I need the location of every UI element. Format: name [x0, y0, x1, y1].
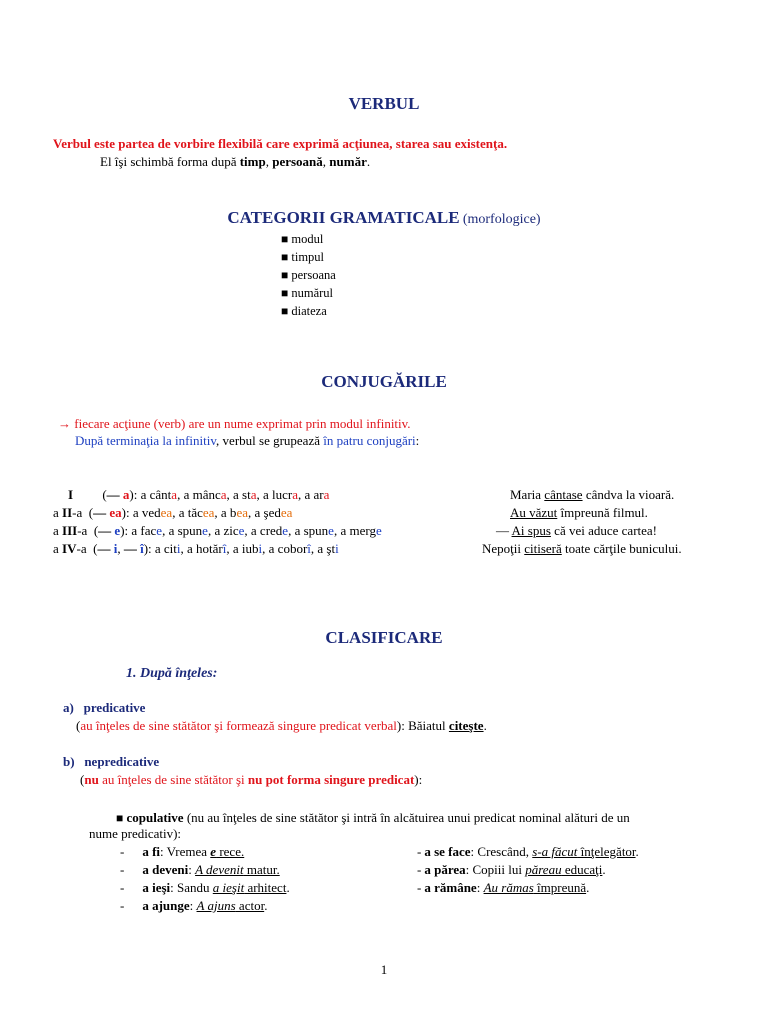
ending-close: ):	[143, 541, 152, 556]
keyword-number: număr	[329, 154, 367, 169]
separator: ,	[265, 154, 273, 169]
verb-sep: ,	[310, 541, 318, 556]
spacer	[73, 487, 102, 502]
verb-ending: a	[323, 487, 330, 502]
ending-value: ea	[106, 505, 122, 520]
nonpredicative-title: nepredicative	[84, 754, 160, 769]
ending-dash: —	[98, 523, 112, 538]
group-line-part: , verbul se grupează	[216, 433, 324, 448]
group-line-part: :	[415, 433, 420, 448]
group-line-part: în patru conjugări	[323, 433, 416, 448]
copulative-title: copulative	[126, 810, 184, 825]
example-part: —	[496, 523, 512, 538]
conjugation-example	[510, 504, 648, 522]
category-item	[281, 284, 336, 302]
example-part: educaţi	[561, 862, 603, 877]
ending-value: a	[119, 487, 130, 502]
category-label: modul	[288, 232, 324, 246]
copulative-item	[417, 880, 589, 896]
classification-sub-heading: 1. După înţeles:	[126, 666, 218, 681]
verb-ending: e	[238, 523, 245, 538]
label-prefix: a	[53, 541, 63, 556]
verb-ending: ea	[160, 505, 173, 520]
page-title: VERBUL	[348, 94, 420, 113]
category-item	[281, 302, 336, 320]
form-change-line	[100, 154, 370, 170]
verb-stem: a ved	[132, 505, 161, 520]
example-part: : Copiii lui	[465, 862, 526, 877]
label-suffix: -a	[77, 523, 88, 538]
square-bullet-icon: ■	[281, 304, 289, 318]
example-part: .	[586, 880, 590, 895]
verb-ending: ea	[236, 505, 248, 520]
predicative-example: citeşte	[448, 718, 484, 733]
categories-list	[281, 230, 336, 320]
verb-sep: ,	[256, 487, 263, 502]
dash-bullet: -	[417, 862, 422, 877]
conjugation-label	[53, 523, 87, 538]
copulative-line-2: nume predicativ):	[89, 826, 182, 841]
verb-stem: a st	[233, 487, 251, 502]
conjugation-row	[0, 522, 768, 540]
ending-dash: —	[123, 541, 137, 556]
verb-sep: ,	[298, 487, 305, 502]
conjugation-left	[53, 522, 382, 540]
verb-sep: ,	[226, 487, 234, 502]
dash-bullet: -	[120, 898, 125, 913]
predicative-heading	[63, 700, 145, 716]
categories-heading: CATEGORII GRAMATICALE	[227, 208, 460, 227]
verb-stem: a fac	[131, 523, 157, 538]
verb-stem: a şed	[254, 505, 281, 520]
category-item	[281, 266, 336, 284]
nonpredicative-nu: nu	[84, 772, 99, 787]
label-prefix: a	[53, 505, 63, 520]
ending-close: ):	[129, 487, 138, 502]
desc-close: ): Băiatul	[396, 718, 449, 733]
desc-open: (	[76, 718, 81, 733]
example-part: cândva la vioară.	[582, 487, 675, 502]
copulative-line-1	[116, 810, 630, 826]
ending-dash: —	[97, 541, 111, 556]
ending-value: e	[111, 523, 121, 538]
verb-sep: ,	[214, 505, 221, 520]
verb-sep: ,	[244, 523, 251, 538]
conjugation-left	[68, 486, 329, 504]
verb-stem: a b	[220, 505, 237, 520]
verb-ending: e	[375, 523, 382, 538]
example-part: împreună	[533, 880, 587, 895]
verb-stem: a spun	[294, 523, 329, 538]
conjugation-row	[0, 486, 768, 504]
copulative-item	[120, 880, 290, 896]
verb-stem: a iub	[232, 541, 259, 556]
copulative-item	[417, 844, 639, 860]
conjugation-example	[482, 540, 682, 558]
copulative-verb: a ieşi	[142, 880, 171, 895]
square-bullet-icon: ■	[281, 232, 289, 246]
square-bullet-icon: ■	[116, 811, 124, 825]
verb-stem: a ar	[304, 487, 324, 502]
example-part: citiseră	[524, 541, 562, 556]
line-end: .	[366, 154, 371, 169]
copulative-desc: (nu au înţeles de sine stătător şi intră în alcătuirea unui predicat nominal alături de un	[183, 810, 630, 825]
category-label: persoana	[288, 268, 336, 282]
category-label: numărul	[288, 286, 334, 300]
verb-sep: ,	[247, 505, 255, 520]
example-part: că vei aduce cartea!	[550, 523, 658, 538]
verb-stem: a cobor	[268, 541, 308, 556]
verb-ending: i	[176, 541, 181, 556]
conjugation-group-line	[75, 433, 419, 449]
example-part: toate cărţile bunicului.	[561, 541, 682, 556]
label-number: II	[62, 505, 73, 520]
example-part: păreau	[525, 862, 562, 877]
dash-bullet: -	[417, 844, 422, 859]
verb-sep: ,	[180, 541, 188, 556]
copulative-verb: a ajunge	[142, 898, 190, 913]
categories-heading-note: (morfologice)	[462, 212, 541, 227]
square-bullet-icon: ■	[281, 250, 289, 264]
verb-definition: Verbul este partea de vorbire flexibilă care exprimă acţiunea, starea sau existenţa.	[53, 136, 508, 151]
example-part: Nepoţii	[482, 541, 525, 556]
example-part: .	[635, 844, 639, 859]
conjugation-example	[496, 522, 657, 540]
ending-open: (	[88, 505, 94, 520]
conjugation-left	[53, 504, 292, 522]
predicative-label: a)	[63, 700, 74, 715]
verb-stem: a mânc	[183, 487, 221, 502]
example-part: arhitect	[244, 880, 287, 895]
nonpredicative-nu2: nu pot forma singure predicat	[247, 772, 415, 787]
page-number: 1	[380, 962, 388, 977]
ending-value: î	[136, 541, 144, 556]
verb-ending: a	[220, 487, 227, 502]
verb-ending: î	[307, 541, 311, 556]
label-prefix: a	[53, 523, 63, 538]
label-suffix: -a	[72, 505, 83, 520]
verb-stem: a spun	[168, 523, 203, 538]
square-bullet-icon: ■	[281, 268, 289, 282]
example-part: : Vremea	[160, 844, 211, 859]
verb-stem: a lucr	[263, 487, 293, 502]
example-part: A devenit	[195, 862, 244, 877]
example-part: A ajuns	[196, 898, 236, 913]
verb-sep: ,	[207, 523, 215, 538]
ending-close: ):	[120, 523, 129, 538]
category-label: timpul	[288, 250, 325, 264]
label-number: IV	[62, 541, 77, 556]
classification-heading: CLASIFICARE	[325, 628, 443, 647]
desc-end: .	[483, 718, 487, 733]
copulative-verb: a deveni	[142, 862, 189, 877]
ending-sep: ,	[117, 541, 124, 556]
copulative-verb: a se face	[424, 844, 471, 859]
example-part: Au văzut	[510, 505, 558, 520]
example-part: înţelegător	[577, 844, 636, 859]
infinitive-note: → fiecare acţiune (verb) are un nume exprimat prin modul infinitiv.	[58, 416, 411, 431]
keyword-time: timp	[239, 154, 266, 169]
copulative-item	[417, 862, 606, 878]
label-number: I	[68, 487, 74, 502]
example-part: : Sandu	[170, 880, 213, 895]
desc-open: (	[80, 772, 85, 787]
copulative-verb: a rămâne	[424, 880, 477, 895]
verb-stem: a cred	[250, 523, 283, 538]
verb-sep: ,	[172, 505, 179, 520]
verb-stem: a hotăr	[187, 541, 223, 556]
square-bullet-icon: ■	[281, 286, 289, 300]
ending-open: (	[102, 487, 107, 502]
ending-dash: —	[106, 487, 120, 502]
conjugation-label	[53, 541, 87, 556]
example-part: Ai spus	[511, 523, 551, 538]
verb-sep: ,	[262, 541, 269, 556]
verb-sep: ,	[177, 487, 184, 502]
predicative-title: predicative	[83, 700, 146, 715]
nonpredicative-desc-mid: au înţeles de sine stătător şi	[98, 772, 248, 787]
verb-ending: e	[282, 523, 289, 538]
conjugation-label	[53, 505, 82, 520]
conjugation-left	[53, 540, 339, 558]
verb-stem: a cit	[154, 541, 177, 556]
verb-sep: ,	[333, 523, 341, 538]
category-item	[281, 230, 336, 248]
predicative-desc	[76, 718, 487, 734]
keyword-person: persoană	[272, 154, 323, 169]
example-part: actor	[235, 898, 265, 913]
verb-ending: ea	[202, 505, 215, 520]
verb-ending: i	[258, 541, 263, 556]
verb-ending: a	[171, 487, 178, 502]
example-part: :	[189, 898, 197, 913]
example-part: : Crescând,	[470, 844, 533, 859]
desc-close: ):	[414, 772, 423, 787]
example-part: s-a făcut	[532, 844, 578, 859]
verb-sep: ,	[162, 523, 169, 538]
dash-bullet: -	[120, 880, 125, 895]
example-part: e	[210, 844, 217, 859]
verb-ending: i	[335, 541, 339, 556]
verb-stem: a tăc	[178, 505, 203, 520]
example-part: Au rămas	[483, 880, 534, 895]
separator: ,	[322, 154, 330, 169]
copulative-item	[120, 862, 280, 878]
form-change-prefix: El îşi schimbă forma după	[100, 154, 240, 169]
example-part: a ieşit	[212, 880, 245, 895]
verb-ending: a	[250, 487, 257, 502]
example-part: rece.	[216, 844, 245, 859]
verb-ending: e	[156, 523, 163, 538]
copulative-item	[120, 844, 244, 860]
verb-sep: ,	[226, 541, 233, 556]
copulative-verb: a părea	[424, 862, 466, 877]
ending-value: i	[110, 541, 118, 556]
example-part: matur.	[243, 862, 280, 877]
verb-ending: e	[202, 523, 208, 538]
predicative-description: au înţeles de sine stătător şi formează singure predicat verbal	[80, 718, 397, 733]
ending-close: ):	[121, 505, 130, 520]
example-part: Maria	[510, 487, 545, 502]
nonpredicative-label: b)	[63, 754, 75, 769]
categories-heading-line	[0, 210, 768, 228]
verb-stem: a merg	[340, 523, 376, 538]
nonpredicative-heading	[63, 754, 159, 770]
verb-sep: ,	[288, 523, 295, 538]
conjugation-row	[0, 540, 768, 558]
example-part: .	[264, 898, 268, 913]
label-suffix: -a	[76, 541, 87, 556]
example-part: împreună filmul.	[557, 505, 648, 520]
example-part: .	[286, 880, 290, 895]
ending-open: (	[93, 523, 99, 538]
conjugations-heading: CONJUGĂRILE	[321, 372, 447, 391]
conjugation-example	[510, 486, 674, 504]
nonpredicative-desc	[80, 772, 422, 788]
verb-ending: î	[222, 541, 227, 556]
ending-open: (	[93, 541, 98, 556]
dash-bullet: -	[120, 844, 125, 859]
verb-ending: ea	[280, 505, 293, 520]
example-part: :	[188, 862, 196, 877]
category-item	[281, 248, 336, 266]
example-part: :	[476, 880, 484, 895]
verb-stem: a şt	[317, 541, 336, 556]
copulative-item	[120, 898, 267, 914]
verb-ending: e	[328, 523, 334, 538]
label-number: III	[62, 523, 78, 538]
copulative-verb: a fi	[142, 844, 161, 859]
verb-stem: a cânt	[140, 487, 172, 502]
category-label: diateza	[288, 304, 327, 318]
dash-bullet: -	[120, 862, 125, 877]
ending-dash: —	[93, 505, 107, 520]
example-part: .	[602, 862, 606, 877]
verb-ending: a	[292, 487, 299, 502]
verb-stem: a zic	[214, 523, 239, 538]
dash-bullet: -	[417, 880, 422, 895]
conjugation-row	[0, 504, 768, 522]
example-part: cântase	[544, 487, 583, 502]
group-line-part: După terminaţia la infinitiv	[75, 433, 217, 448]
